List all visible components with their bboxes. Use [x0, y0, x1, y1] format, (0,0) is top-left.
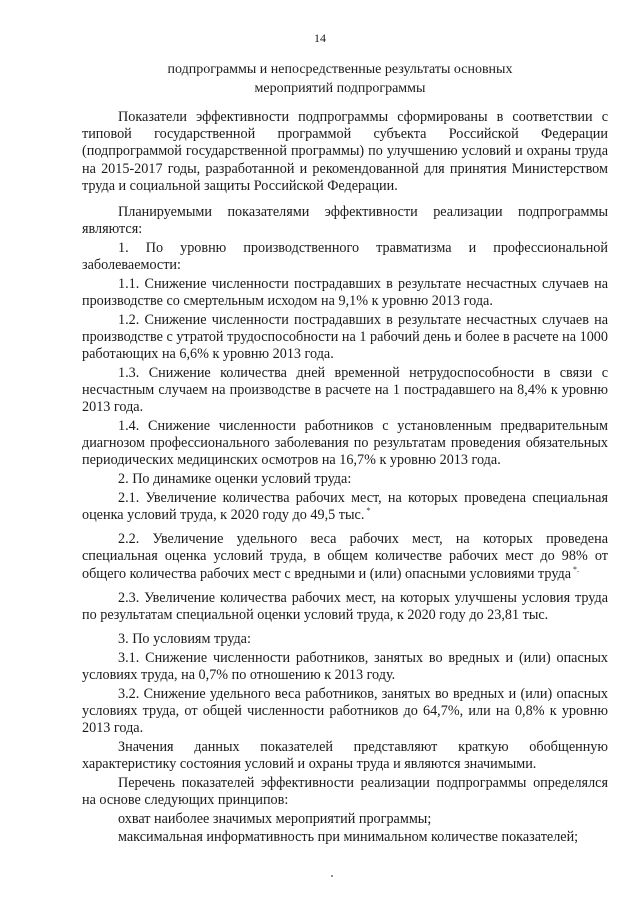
- paragraph-1-1: 1.1. Снижение численности пострадавших в результате несчастных случаев на производстве со смертельным исходом на 9,1% к уровню 2013 года.: [82, 275, 608, 310]
- scan-speck: [331, 875, 333, 877]
- paragraph-2-2: [82, 531, 608, 583]
- paragraph-1-2: 1.2. Снижение численности пострадавших в результате несчастных случаев на производстве с утратой трудоспособности на 1 рабочий день и более в расчете на 1000 работающих на 6,6% к уровню 2013 года.: [82, 311, 608, 363]
- paragraph-2-1: [82, 490, 608, 524]
- heading-line-1: подпрограммы и непосредственные результаты основных: [167, 62, 513, 77]
- paragraph-1-4: 1.4. Снижение численности работников с установленным предварительным диагнозом профессионального заболевания по результатам проведения обязательных периодических медицинских осмотров на 16,7% к уровню 2013 года.: [82, 417, 608, 469]
- paragraph-section-2: 2. По динамике оценки условий труда:: [118, 471, 352, 488]
- heading-line-2: мероприятий подпрограммы: [254, 81, 426, 96]
- footnote-mark: *.: [573, 564, 580, 574]
- section-heading: [120, 60, 560, 98]
- paragraph-intro: Показатели эффективности подпрограммы сформированы в соответствии с типовой государственной программой субъекта Российской Федерации (подпрограммой государственной программы) по улучшению условий и охраны труда на 2015-2017 годы, разработанной и рекомендованной для принятия Министерством труда и социальной защиты Российской Федерации.: [82, 109, 608, 194]
- paragraph-section-1: 1. По уровню производственного травматизма и профессиональной заболеваемости:: [82, 239, 608, 274]
- paragraph-2-2-text: 2.2. Увеличение удельного веса рабочих мест, на которых проведена специальная оценка условий труда, в общем количестве рабочих мест до 98% от общего количества рабочих мест с вредными и (или) опасными условиями труда: [82, 531, 608, 582]
- paragraph-3-2: 3.2. Снижение удельного веса работников, занятых во вредных и (или) опасных условиях труда, от общей численности работников до 64,7%, или на 0,8% к уровню 2013 года.: [82, 685, 608, 737]
- paragraph-2-1-text: 2.1. Увеличение количества рабочих мест, на которых проведена специальная оценка условий труда, к 2020 году до 49,5 тыс.: [82, 489, 608, 523]
- document-body: [82, 109, 608, 848]
- paragraph-principles-lead: Перечень показателей эффективности реализации подпрограммы определялся на основе следующих принципов:: [82, 774, 608, 809]
- paragraph-indicators-lead: Планируемыми показателями эффективности реализации подпрограммы являются:: [82, 204, 608, 238]
- paragraph-principle-2: максимальная информативность при минимальном количестве показателей;: [118, 829, 579, 846]
- paragraph-principle-1: охват наиболее значимых мероприятий программы;: [118, 810, 432, 827]
- paragraph-2-3: 2.3. Увеличение количества рабочих мест, на которых улучшены условия труда по результатам специальной оценки условий труда, к 2020 году до 23,81 тыс.: [82, 589, 608, 623]
- paragraph-section-3: 3. По условиям труда:: [118, 631, 251, 648]
- paragraph-3-1: 3.1. Снижение численности работников, занятых во вредных и (или) опасных условиях труда, на 0,7% по отношению к 2013 году.: [82, 649, 608, 684]
- paragraph-1-3: 1.3. Снижение количества дней временной нетрудоспособности в связи с несчастным случаем на производстве в расчете на 1 пострадавшего на 8,4% к уровню 2013 года.: [82, 364, 608, 416]
- paragraph-significance: Значения данных показателей представляют краткую обобщенную характеристику состояния условий и охраны труда и являются значимыми.: [82, 738, 608, 773]
- page-number: 14: [314, 31, 326, 45]
- footnote-mark: *: [366, 505, 371, 515]
